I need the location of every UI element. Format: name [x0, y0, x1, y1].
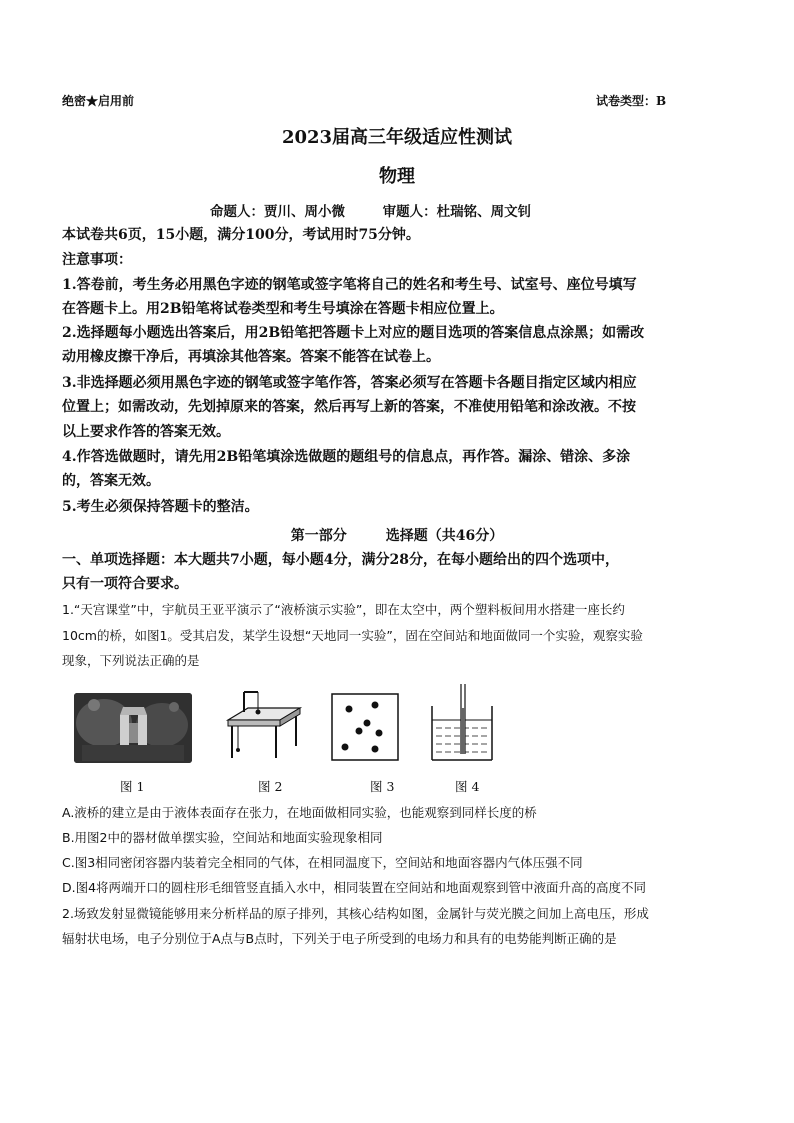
- notes-line: 的，答案无效。: [62, 473, 160, 489]
- notes-heading: 注意事项：: [62, 252, 132, 268]
- figure-2-pendulum-apparatus: [224, 690, 304, 762]
- authors-line: 命题人：贾川、周小微 审题人：杜瑞铭、周文钊: [210, 204, 532, 220]
- subject-title: 物理: [379, 166, 415, 187]
- part-one-title: 第一部分 选择题（共46分）: [290, 528, 504, 544]
- notes-line: 2.选择题每小题选出答案后，用2B铅笔把答题卡上对应的题目选项的答案信息点涂黑；如需改: [62, 325, 645, 341]
- section-one-line: 只有一项符合要求。: [62, 576, 188, 592]
- figure-3-gas-container: [331, 693, 399, 761]
- figure-1-caption: 图 1: [120, 779, 145, 794]
- notes-line: 在答题卡上。用2B铅笔将试卷类型和考生号填涂在答题卡相应位置上。: [62, 301, 504, 317]
- option-a: A.液桥的建立是由于液体表面存在张力，在地面做相同实验，也能观察到同样长度的桥: [62, 805, 537, 820]
- option-d: D.图4将两端开口的圆柱形毛细管竖直插入水中，相同装置在空间站和地面观察到管中液面升高的高度不同: [62, 880, 647, 895]
- notes-line: 5.考生必须保持答题卡的整洁。: [62, 499, 259, 515]
- figure-1-photo: [74, 693, 192, 763]
- question-2-line: 辐射状电场，电子分别位于A点与B点时，下列关于电子所受到的电场力和具有的电势能判断正确的是: [62, 931, 617, 946]
- section-one-line: 一、单项选择题：本大题共7小题，每小题4分，满分28分，在每小题给出的四个选项中，: [62, 552, 619, 568]
- figure-2-caption: 图 2: [258, 779, 283, 794]
- option-c: C.图3相同密闭容器内装着完全相同的气体，在相同温度下，空间站和地面容器内气体压强不同: [62, 855, 583, 870]
- notes-line: 4.作答选做题时，请先用2B铅笔填涂选做题的题组号的信息点，再作答。漏涂、错涂、多涂: [62, 449, 631, 465]
- paper-type-label: 试卷类型：B: [596, 94, 667, 108]
- figure-4-caption: 图 4: [455, 779, 480, 794]
- question-1-line: 10cm的桥，如图1。受其启发，某学生设想“天地同一实验”，固在空间站和地面做同一个实验，观察实验: [62, 628, 643, 643]
- question-1-line: 现象，下列说法正确的是: [62, 653, 200, 668]
- notes-line: 3.非选择题必须用黑色字迹的钢笔或签字笔作答，答案必须写在答题卡各题目指定区域内相应: [62, 375, 637, 391]
- notes-line: 以上要求作答的答案无效。: [62, 424, 230, 440]
- notes-line: 1.答卷前，考生务必用黑色字迹的钢笔或签字笔将自己的姓名和考生号、试室号、座位号填写: [62, 277, 637, 293]
- confidential-label: 绝密★启用前: [62, 94, 135, 108]
- notes-line: 位置上；如需改动，先划掉原来的答案，然后再写上新的答案，不准使用铅笔和涂改液。不按: [62, 399, 636, 415]
- exam-title: 2023届高三年级适应性测试: [281, 127, 513, 148]
- option-b: B.用图2中的器材做单摆实验，空间站和地面实验现象相同: [62, 830, 383, 845]
- question-2-line: 2.场致发射显微镜能够用来分析样品的原子排列，其核心结构如图，金属针与荧光膜之间加上高电压，形成: [62, 906, 649, 921]
- notes-line: 动用橡皮擦干净后，再填涂其他答案。答案不能答在试卷上。: [62, 349, 440, 365]
- question-1-line: 1.“天宫课堂”中，宇航员王亚平演示了“液桥演示实验”，即在太空中，两个塑料板间用水搭建一座长约: [62, 602, 625, 617]
- figure-4-capillary-tube: [430, 684, 494, 764]
- intro-line: 本试卷共6页，15小题，满分100分，考试用时75分钟。: [62, 227, 420, 243]
- figure-3-caption: 图 3: [370, 779, 395, 794]
